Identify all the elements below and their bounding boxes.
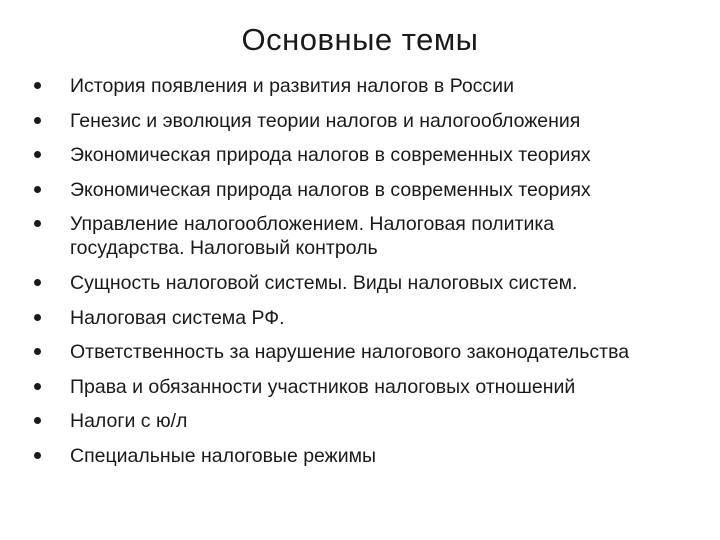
topic-text: Генезис и эволюция теории налогов и налогообложения — [70, 109, 581, 132]
topic-item — [34, 109, 674, 133]
topic-item — [34, 178, 674, 202]
bullet-icon — [34, 220, 41, 227]
slide-title: Основные темы — [241, 22, 479, 57]
topic-item — [34, 143, 674, 167]
bullet-icon — [34, 82, 41, 89]
bullet-icon — [34, 151, 41, 158]
topic-text: Налоговая система РФ. — [70, 306, 285, 329]
topic-text: Права и обязанности участников налоговых отношений — [70, 375, 576, 398]
bullet-icon — [34, 383, 41, 390]
topic-item — [34, 444, 674, 468]
topic-item — [34, 409, 674, 433]
bullet-icon — [34, 348, 41, 355]
topic-item — [34, 340, 674, 364]
bullet-icon — [34, 314, 41, 321]
topic-text: Экономическая природа налогов в современных теориях — [70, 144, 591, 167]
topic-text: Ответственность за нарушение налогового законодательства — [70, 341, 630, 364]
bullet-icon — [34, 417, 41, 424]
bullet-icon — [34, 117, 41, 124]
bullet-icon — [34, 452, 41, 459]
bullet-icon — [34, 279, 41, 286]
topic-item — [34, 74, 674, 98]
bullet-icon — [34, 186, 41, 193]
topic-item — [34, 212, 674, 260]
topic-item — [34, 375, 674, 399]
topic-text: Специальные налоговые режимы — [70, 444, 377, 467]
topic-item — [34, 271, 674, 295]
topic-text: История появления и развития налогов в России — [70, 75, 514, 97]
topic-text: Налоги с ю/л — [70, 410, 188, 433]
topic-item — [34, 306, 674, 330]
topic-text: Сущность налоговой системы. Виды налоговых систем. — [70, 271, 578, 294]
topic-text: Экономическая природа налогов в современных теориях — [70, 178, 591, 201]
topic-list — [34, 74, 674, 479]
topic-text: Управление налогообложением. Налоговая политика государства. Налоговый контроль — [70, 213, 555, 260]
